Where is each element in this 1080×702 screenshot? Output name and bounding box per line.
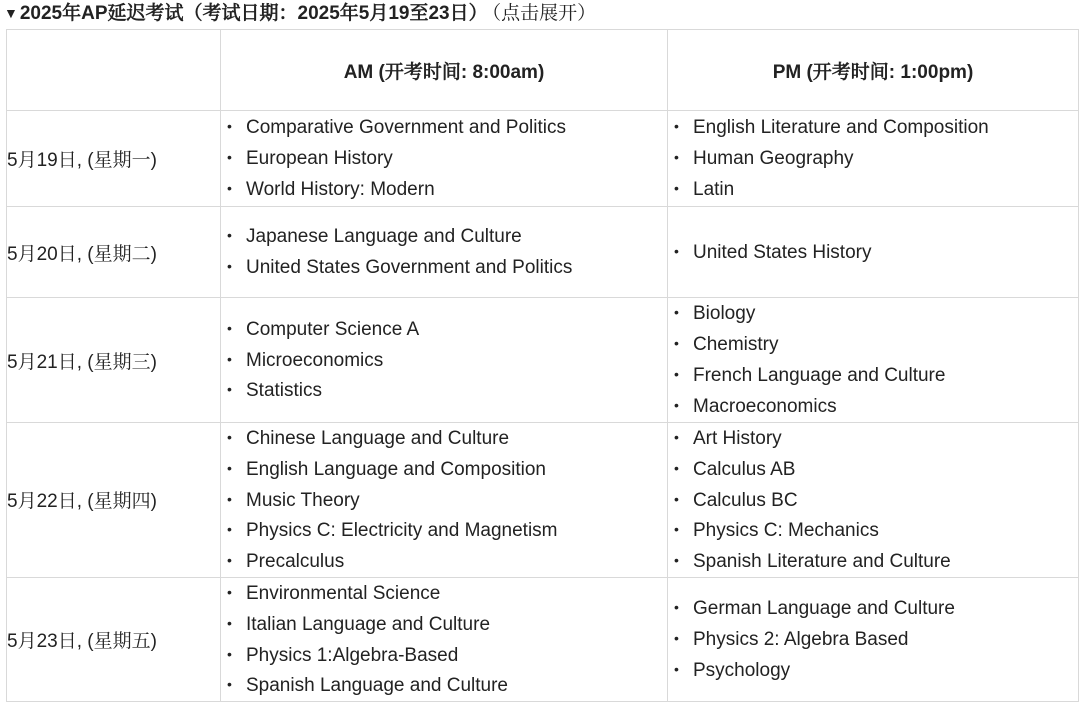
list-item	[674, 485, 1078, 516]
subject-name: Music Theory	[246, 489, 360, 511]
list-item	[227, 375, 667, 406]
am-subject-list	[221, 112, 667, 204]
subject-name: Psychology	[693, 659, 791, 681]
subject-name: Spanish Language and Culture	[246, 675, 508, 697]
subject-name: Calculus BC	[693, 489, 798, 511]
pm-subjects-cell	[668, 577, 1079, 701]
am-subject-list	[221, 314, 667, 406]
bullet-icon: •	[227, 490, 232, 507]
subject-name: Physics 1:Algebra-Based	[246, 644, 459, 666]
list-item	[227, 112, 667, 143]
summary-title: 2025年AP延迟考试（考试日期：2025年5月19至23日）	[19, 3, 488, 24]
bullet-icon: •	[674, 335, 679, 352]
bullet-icon: •	[674, 459, 679, 476]
subject-name: Environmental Science	[246, 582, 441, 604]
list-item	[674, 391, 1078, 422]
subject-name: Precalculus	[246, 551, 345, 573]
am-subject-list	[221, 423, 667, 577]
pm-subject-list	[668, 423, 1078, 577]
table-header-row	[7, 30, 1079, 111]
pm-subjects-cell	[668, 423, 1079, 578]
am-subjects-cell	[221, 577, 668, 701]
list-item	[674, 298, 1078, 329]
pm-subject-list	[668, 237, 1078, 268]
bullet-icon: •	[227, 645, 232, 662]
list-item	[227, 252, 667, 283]
list-item	[227, 143, 667, 174]
list-item	[674, 624, 1078, 655]
am-subjects-cell	[221, 111, 668, 207]
subject-name: Physics C: Mechanics	[693, 520, 879, 542]
subject-name: United States Government and Politics	[246, 257, 573, 278]
subject-name: Japanese Language and Culture	[246, 226, 522, 248]
list-item	[227, 345, 667, 376]
bullet-icon: •	[227, 521, 232, 538]
bullet-icon: •	[674, 630, 679, 647]
header-date	[7, 30, 221, 111]
list-item	[227, 485, 667, 516]
subject-name: Calculus AB	[693, 458, 796, 480]
details-summary-toggle[interactable]	[4, 0, 596, 27]
bullet-icon: •	[674, 242, 679, 259]
bullet-icon: •	[674, 149, 679, 166]
list-item	[227, 423, 667, 454]
am-subject-list	[221, 578, 667, 701]
list-item	[227, 221, 667, 252]
list-item	[674, 515, 1078, 546]
list-item	[227, 609, 667, 640]
am-subject-list	[221, 221, 667, 283]
subject-name: Chemistry	[693, 334, 779, 356]
date-cell: 5月23日, (星期五)	[7, 577, 221, 701]
list-item	[227, 174, 667, 205]
date-cell: 5月19日, (星期一)	[7, 111, 221, 207]
subject-name: United States History	[693, 241, 872, 263]
bullet-icon: •	[674, 304, 679, 321]
date-cell: 5月22日, (星期四)	[7, 423, 221, 578]
bullet-icon: •	[227, 319, 232, 336]
am-subjects-cell	[221, 207, 668, 298]
bullet-icon: •	[674, 366, 679, 382]
subject-name: Latin	[693, 178, 735, 200]
table-row	[7, 577, 1079, 701]
list-item	[674, 423, 1078, 454]
list-item	[227, 640, 667, 671]
summary-expand-hint: （点击展开）	[491, 3, 597, 24]
bullet-icon: •	[674, 118, 679, 135]
bullet-icon: •	[227, 381, 232, 398]
pm-subject-list	[668, 112, 1078, 204]
header-am: AM (开考时间: 8:00am)	[221, 30, 668, 111]
list-item	[227, 670, 667, 701]
subject-name: Italian Language and Culture	[246, 613, 491, 635]
bullet-icon: •	[227, 614, 232, 631]
bullet-icon: •	[674, 521, 679, 538]
pm-subject-list	[668, 593, 1078, 685]
list-item	[227, 454, 667, 485]
list-item	[674, 174, 1078, 205]
bullet-icon: •	[227, 676, 232, 693]
subject-name: Biology	[693, 303, 756, 325]
list-item	[674, 593, 1078, 624]
list-item	[227, 546, 667, 577]
pm-subjects-cell	[668, 207, 1079, 298]
subject-name: English Language and Composition	[246, 458, 546, 480]
list-item	[674, 655, 1078, 686]
list-item	[674, 112, 1078, 143]
bullet-icon: •	[227, 258, 232, 274]
date-cell: 5月21日, (星期三)	[7, 298, 221, 423]
subject-name: Spanish Literature and Culture	[693, 551, 951, 573]
subject-name: Art History	[693, 428, 782, 449]
disclosure-triangle-icon: ▼	[4, 5, 18, 21]
list-item	[227, 314, 667, 345]
subject-name: French Language and Culture	[693, 365, 946, 386]
date-cell: 5月20日, (星期二)	[7, 207, 221, 298]
subject-name: Physics C: Electricity and Magnetism	[246, 520, 558, 542]
list-item	[674, 546, 1078, 577]
list-item	[674, 143, 1078, 174]
subject-name: Human Geography	[693, 148, 854, 170]
subject-name: Microeconomics	[246, 349, 384, 371]
exam-schedule-table	[6, 29, 1079, 702]
list-item	[674, 454, 1078, 485]
bullet-icon: •	[227, 429, 232, 445]
header-pm: PM (开考时间: 1:00pm)	[668, 30, 1079, 111]
bullet-icon: •	[674, 179, 679, 196]
pm-subject-list	[668, 298, 1078, 421]
subject-name: German Language and Culture	[693, 598, 955, 620]
bullet-icon: •	[674, 396, 679, 413]
am-subjects-cell	[221, 423, 668, 578]
list-item	[674, 237, 1078, 268]
pm-subjects-cell	[668, 298, 1079, 423]
list-item	[674, 360, 1078, 391]
table-row	[7, 298, 1079, 423]
bullet-icon: •	[674, 552, 679, 569]
bullet-icon: •	[227, 179, 232, 196]
bullet-icon: •	[227, 459, 232, 476]
subject-name: World History: Modern	[246, 178, 435, 200]
bullet-icon: •	[227, 583, 232, 600]
subject-name: Macroeconomics	[693, 395, 837, 417]
subject-name: Comparative Government and Politics	[246, 117, 566, 139]
bullet-icon: •	[227, 118, 232, 135]
bullet-icon: •	[227, 552, 232, 569]
table-row	[7, 111, 1079, 207]
bullet-icon: •	[227, 149, 232, 166]
bullet-icon: •	[227, 227, 232, 244]
list-item	[674, 329, 1078, 360]
bullet-icon: •	[674, 660, 679, 677]
list-item	[227, 578, 667, 609]
subject-name: European History	[246, 148, 393, 170]
list-item	[227, 515, 667, 546]
pm-subjects-cell	[668, 111, 1079, 207]
bullet-icon: •	[674, 599, 679, 616]
am-subjects-cell	[221, 298, 668, 423]
bullet-icon: •	[227, 350, 232, 367]
bullet-icon: •	[674, 490, 679, 507]
table-row	[7, 423, 1079, 578]
table-row	[7, 207, 1079, 298]
bullet-icon: •	[674, 429, 679, 445]
subject-name: Statistics	[246, 380, 323, 402]
subject-name: Chinese Language and Culture	[246, 428, 510, 449]
subject-name: Physics 2: Algebra Based	[693, 629, 909, 651]
subject-name: Computer Science A	[246, 318, 420, 340]
subject-name: English Literature and Composition	[693, 117, 989, 139]
